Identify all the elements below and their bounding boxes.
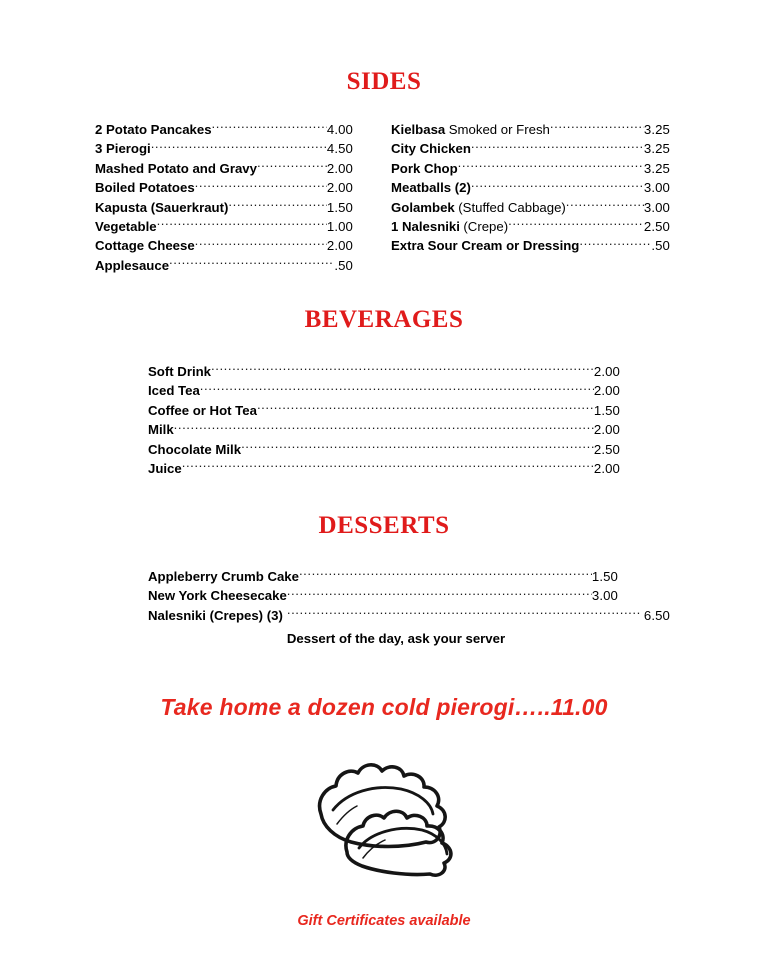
dot-leader (228, 198, 327, 211)
menu-item-name: Cottage Cheese (95, 238, 195, 254)
gift-certificates-note: Gift Certificates available (297, 913, 471, 929)
menu-item-row (148, 567, 618, 586)
menu-item-price: 1.50 (326, 199, 353, 215)
dot-leader (257, 160, 327, 173)
menu-item-row (391, 120, 670, 139)
dot-leader (169, 257, 334, 270)
menu-item-name: Iced Tea (148, 383, 200, 399)
menu-item-price: 3.25 (643, 122, 670, 137)
menu-item-price: 2.00 (326, 180, 353, 196)
menu-item-row (391, 198, 670, 217)
menu-item-price: 2.50 (593, 441, 620, 457)
menu-item-description: (Crepe) (463, 219, 509, 235)
menu-item-name: Extra Sour Cream or Dressing (391, 238, 580, 254)
menu-item-price: 2.00 (326, 238, 353, 254)
menu-item-price: 1.00 (326, 219, 353, 235)
menu-item-row (95, 120, 353, 139)
menu-item-description: Smoked or Fresh (448, 122, 550, 137)
sides-columns (0, 120, 768, 275)
dot-leader (566, 198, 644, 211)
menu-item-row (148, 459, 620, 478)
sides-section-heading: SIDES (346, 68, 422, 95)
menu-item-name: Applesauce (95, 257, 170, 273)
dot-leader (257, 402, 594, 415)
dot-leader (579, 237, 651, 250)
menu-item-name: Vegetable (95, 219, 157, 235)
menu-item-row (148, 606, 670, 625)
dot-leader (200, 382, 594, 395)
menu-item-name: Pork Chop (391, 160, 458, 176)
menu-item-row (95, 159, 353, 178)
menu-item-price: 3.00 (643, 180, 670, 196)
desserts-list (148, 567, 670, 625)
menu-item-name: New York Cheesecake (148, 588, 287, 604)
dot-leader (458, 160, 644, 173)
menu-item-price: 2.00 (593, 364, 620, 379)
pierogi-back-fold (333, 788, 433, 814)
dot-leader (182, 460, 594, 473)
menu-item-row (391, 236, 670, 255)
menu-item-name: Coffee or Hot Tea (148, 402, 257, 418)
sides-right-column (391, 120, 670, 275)
menu-item-name: Juice (148, 461, 182, 477)
menu-item-row (148, 586, 618, 605)
beverages-list (148, 362, 620, 478)
menu-item-name: Meatballs (2) (391, 180, 471, 196)
menu-item-name: Boiled Potatoes (95, 180, 195, 196)
menu-item-row (95, 178, 353, 197)
menu-item-row (95, 217, 353, 236)
menu-item-price: 2.00 (326, 160, 353, 176)
dot-leader (471, 140, 644, 153)
dot-leader (211, 363, 594, 376)
menu-item-row (95, 139, 353, 158)
dot-leader (299, 568, 592, 581)
menu-item-name: City Chicken (391, 141, 471, 157)
menu-item-description: (Stuffed Cabbage) (458, 199, 566, 215)
dot-leader (287, 607, 640, 620)
menu-item-name: Kielbasa (391, 122, 446, 137)
menu-item-row (148, 420, 620, 439)
dot-leader (174, 421, 594, 434)
menu-item-price: 3.00 (591, 588, 618, 604)
desserts-section-heading: DESSERTS (318, 512, 450, 539)
pierogi-front-crease (363, 840, 385, 858)
menu-item-price: 2.50 (643, 219, 670, 235)
menu-item-price: 2.00 (593, 383, 620, 399)
menu-item-price: 4.50 (326, 141, 353, 157)
dot-leader (195, 179, 327, 192)
menu-item-name: Soft Drink (148, 364, 212, 379)
menu-item-price: 1.50 (593, 402, 620, 418)
menu-item-price: 1.50 (591, 569, 618, 584)
menu-item-name: 2 Potato Pancakes (95, 122, 212, 137)
menu-item-price: .50 (651, 238, 670, 254)
pierogi-illustration (303, 752, 485, 877)
menu-item-row (391, 159, 670, 178)
menu-item-row (95, 256, 353, 275)
menu-item-row (148, 381, 620, 400)
menu-item-row (148, 440, 620, 459)
menu-item-price: 6.50 (643, 607, 670, 623)
menu-item-name: 3 Pierogi (95, 141, 151, 157)
sides-left-column (95, 120, 353, 275)
menu-item-row (95, 236, 353, 255)
dot-leader (195, 237, 327, 250)
menu-item-name: Mashed Potato and Gravy (95, 160, 257, 176)
menu-item-price: 3.25 (643, 141, 670, 157)
menu-item-name: Chocolate Milk (148, 441, 242, 457)
menu-item-row (391, 217, 670, 236)
dot-leader (241, 440, 594, 453)
dessert-of-the-day-note: Dessert of the day, ask your server (286, 631, 506, 646)
menu-item-name: 1 Nalesniki (391, 219, 460, 235)
dot-leader (212, 121, 327, 134)
dot-leader (151, 140, 327, 153)
menu-item-name: Milk (148, 422, 174, 438)
menu-item-name: Nalesniki (Crepes) (3) (148, 607, 283, 623)
menu-item-name: Golambek (391, 199, 455, 215)
menu-item-row (148, 362, 620, 381)
takehome-pierogi-promo: Take home a dozen cold pierogi…..11.00 (160, 694, 608, 720)
menu-item-price: 4.00 (326, 122, 353, 137)
menu-item-row (148, 401, 620, 420)
dot-leader (157, 218, 327, 231)
menu-item-price: 3.00 (643, 199, 670, 215)
dot-leader (287, 587, 592, 600)
menu-item-price: 2.00 (593, 461, 620, 477)
menu-item-row (391, 139, 670, 158)
menu-item-row (391, 178, 670, 197)
menu-item-price: 3.25 (643, 160, 670, 176)
pierogi-back-crease (337, 806, 357, 824)
menu-item-name: Appleberry Crumb Cake (148, 569, 299, 584)
menu-item-row (95, 198, 353, 217)
beverages-section-heading: BEVERAGES (304, 306, 464, 333)
dot-leader (508, 218, 644, 231)
menu-item-price: .50 (334, 257, 353, 273)
dot-leader (550, 121, 644, 134)
menu-item-price: 2.00 (593, 422, 620, 438)
menu-item-name: Kapusta (Sauerkraut) (95, 199, 229, 215)
dot-leader (471, 179, 644, 192)
